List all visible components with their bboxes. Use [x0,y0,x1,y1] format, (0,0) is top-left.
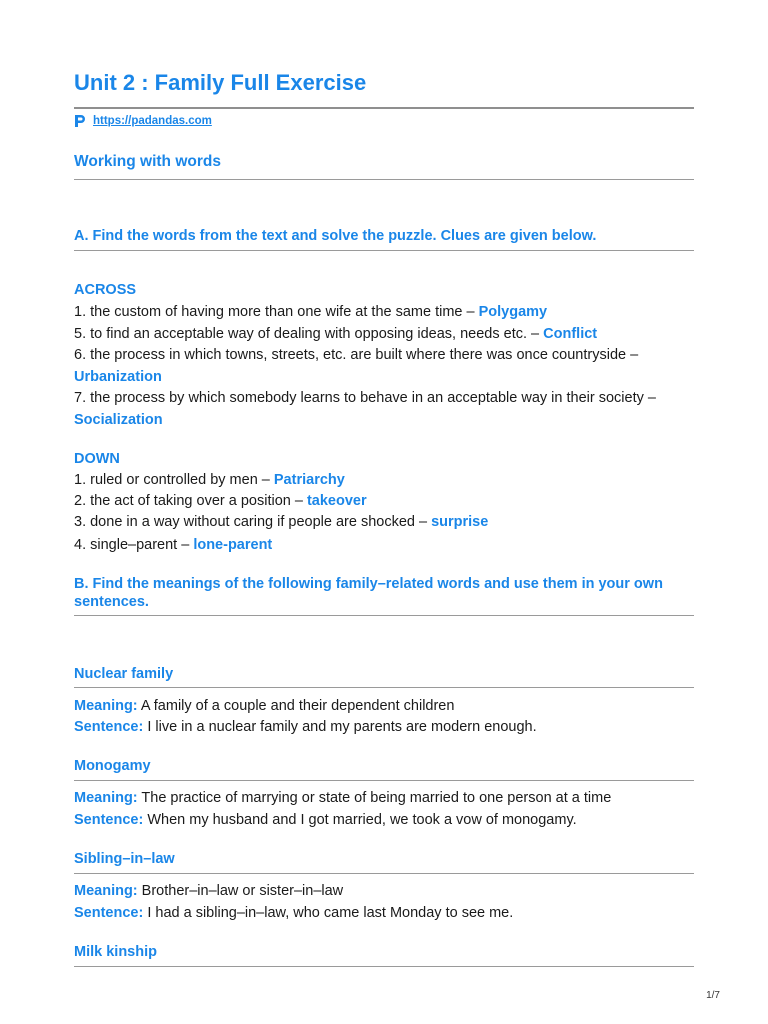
exercise-a-heading: A. Find the words from the text and solve the puzzle. Clues are given below. [74,228,597,244]
down-clue: 3. done in a way without caring if people are shocked – surprise [74,514,489,530]
term-divider [74,966,694,967]
sentence-line: Sentence: I live in a nuclear family and my parents are modern enough. [74,719,537,735]
across-clue: 7. the process by which somebody learns to behave in an acceptable way in their society – [74,390,656,406]
across-answer: Socialization [74,412,163,428]
source-line [74,114,212,128]
term-divider [74,780,694,781]
sentence-line: Sentence: When my husband and I got married, we took a vow of monogamy. [74,812,577,828]
section-title: Working with words [74,153,221,170]
page-number: 1/7 [706,990,720,1001]
page-title: Unit 2 : Family Full Exercise [74,70,367,95]
exercise-b-divider [74,615,694,616]
title-divider [74,107,694,109]
down-clue: 2. the act of taking over a position – takeover [74,493,367,509]
exercise-a-divider [74,250,694,251]
meaning-line: Meaning: A family of a couple and their dependent children [74,698,455,714]
meaning-line: Meaning: Brother–in–law or sister–in–law [74,883,344,899]
term-divider [74,873,694,874]
across-answer: Urbanization [74,369,162,385]
down-clue: 4. single–parent – lone-parent [74,537,273,553]
exercise-b-heading: B. Find the meanings of the following family–related words and use them in your own [74,576,663,592]
exercise-b-heading-cont: sentences. [74,594,149,610]
meaning-line: Meaning: The practice of marrying or state of being married to one person at a time [74,790,612,806]
section-divider [74,179,694,180]
term-divider [74,687,694,688]
term-heading: Milk kinship [74,944,157,960]
source-link[interactable]: https://padandas.com [93,115,212,127]
down-label: DOWN [74,451,120,467]
across-clue: 5. to find an acceptable way of dealing with opposing ideas, needs etc. – Conflict [74,326,598,342]
down-clue: 1. ruled or controlled by men – Patriarchy [74,472,345,488]
across-label: ACROSS [74,282,137,298]
term-heading: Nuclear family [74,666,174,682]
across-clue: 1. the custom of having more than one wife at the same time – Polygamy [74,304,548,320]
across-clue: 6. the process in which towns, streets, etc. are built where there was once countryside – [74,347,639,363]
term-heading: Monogamy [74,758,151,774]
sentence-line: Sentence: I had a sibling–in–law, who came last Monday to see me. [74,905,514,921]
term-heading: Sibling–in–law [74,851,175,867]
padandas-logo-icon [74,114,86,128]
